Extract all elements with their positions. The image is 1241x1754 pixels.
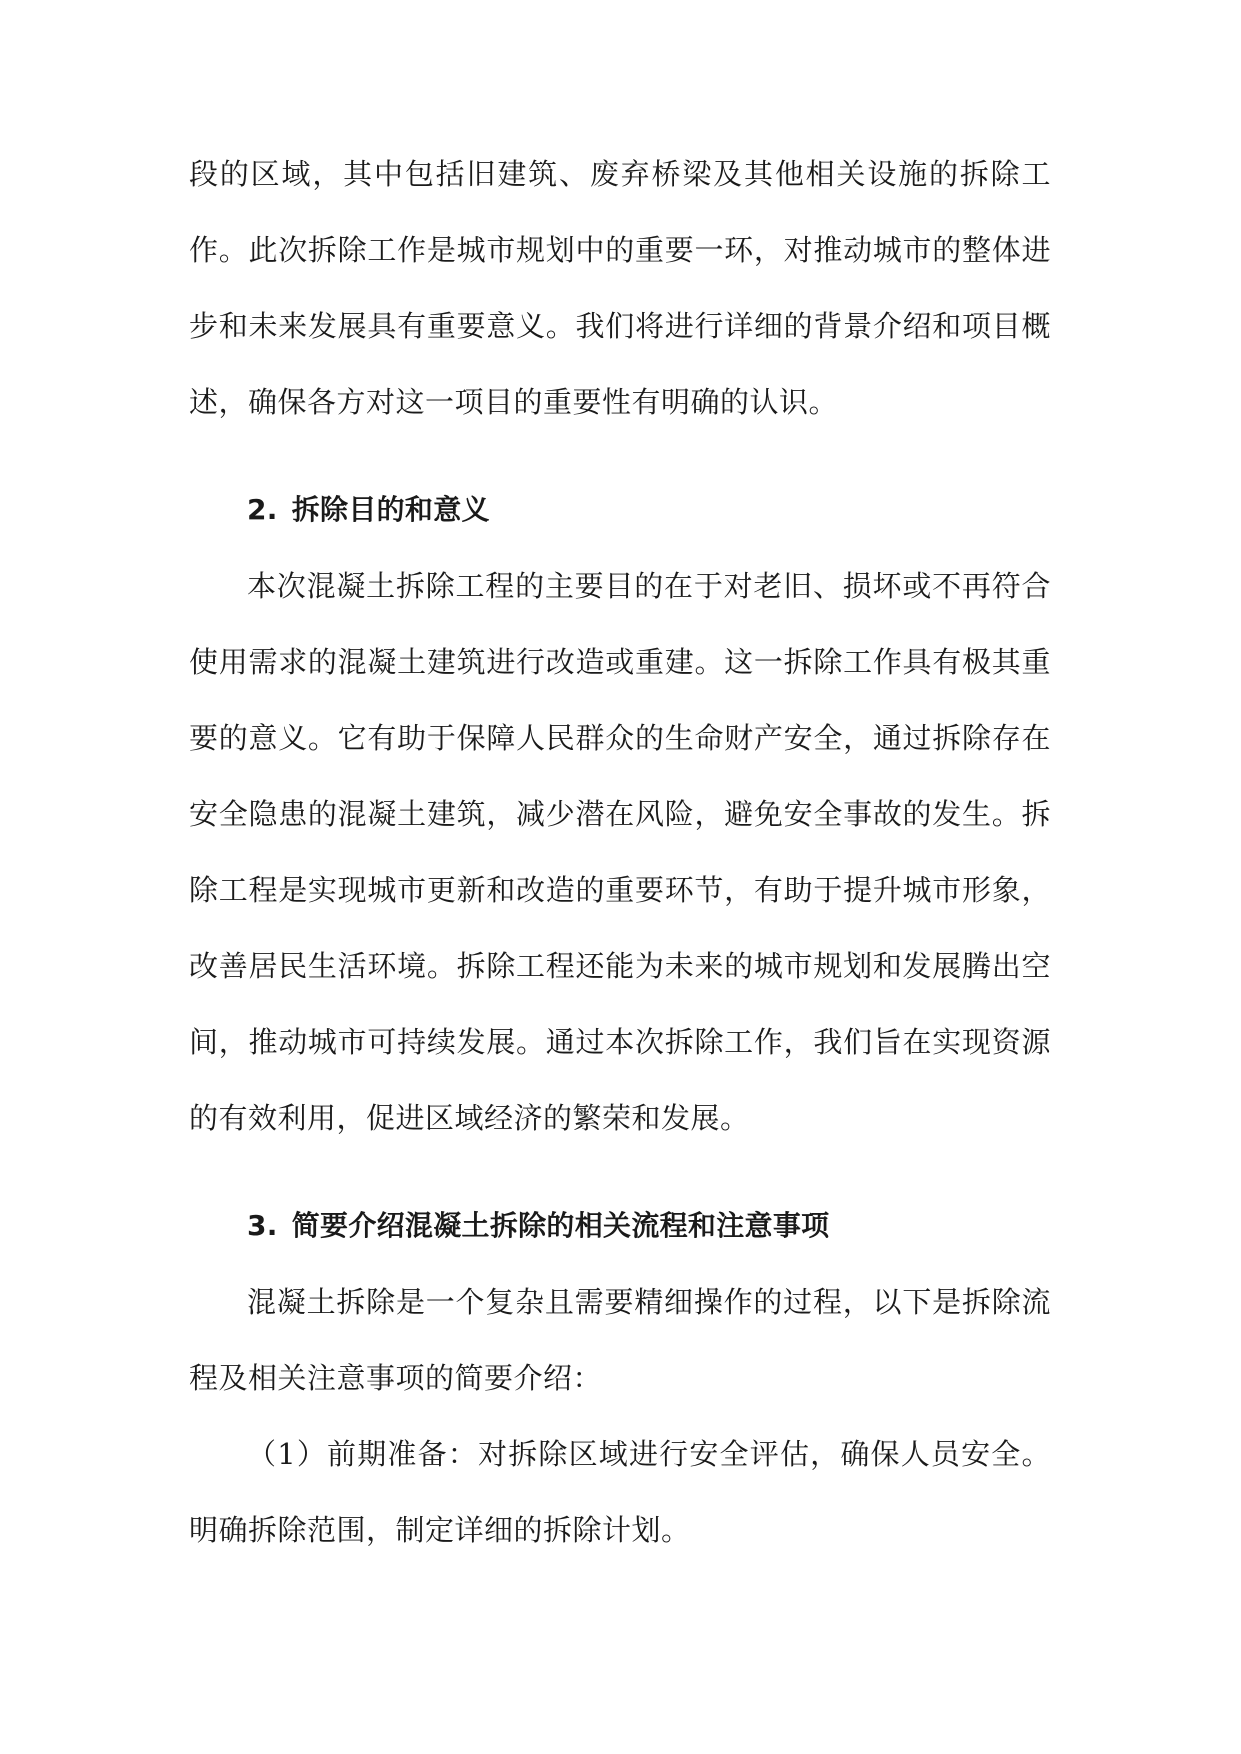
section-3-heading: [189, 1188, 1051, 1264]
section-2-number: 2.: [247, 493, 278, 526]
section-3-list-item-1: （1）前期准备：对拆除区域进行安全评估，确保人员安全。明确拆除范围，制定详细的拆除计划。: [189, 1437, 1051, 1547]
section-spacer: [189, 440, 1051, 472]
paragraph-intro-continuation: 段的区域，其中包括旧建筑、废弃桥梁及其他相关设施的拆除工作。此次拆除工作是城市规划中的重要一环，对推动城市的整体进步和未来发展具有重要意义。我们将进行详细的背景介绍和项目概述，确保各方对这一项目的重要性有明确的认识。: [189, 157, 1051, 419]
section-spacer: [189, 1156, 1051, 1188]
section-2-heading: [189, 472, 1051, 548]
section-3-paragraph: 混凝土拆除是一个复杂且需要精细操作的过程，以下是拆除流程及相关注意事项的简要介绍：: [189, 1285, 1051, 1395]
section-2-title: 拆除目的和意义: [291, 493, 490, 526]
section-2-paragraph: 本次混凝土拆除工程的主要目的在于对老旧、损坏或不再符合使用需求的混凝土建筑进行改造或重建。这一拆除工作具有极其重要的意义。它有助于保障人民群众的生命财产安全，通过拆除存在安全隐患的混凝土建筑，减少潜在风险，避免安全事故的发生。拆除工程是实现城市更新和改造的重要环节，有助于提升城市形象，改善居民生活环境。拆除工程还能为未来的城市规划和发展腾出空间，推动城市可持续发展。通过本次拆除工作，我们旨在实现资源的有效利用，促进区域经济的繁荣和发展。: [189, 569, 1051, 1135]
section-3-title: 简要介绍混凝土拆除的相关流程和注意事项: [291, 1209, 830, 1242]
section-3-number: 3.: [247, 1209, 278, 1242]
document-body: [189, 136, 1051, 1568]
